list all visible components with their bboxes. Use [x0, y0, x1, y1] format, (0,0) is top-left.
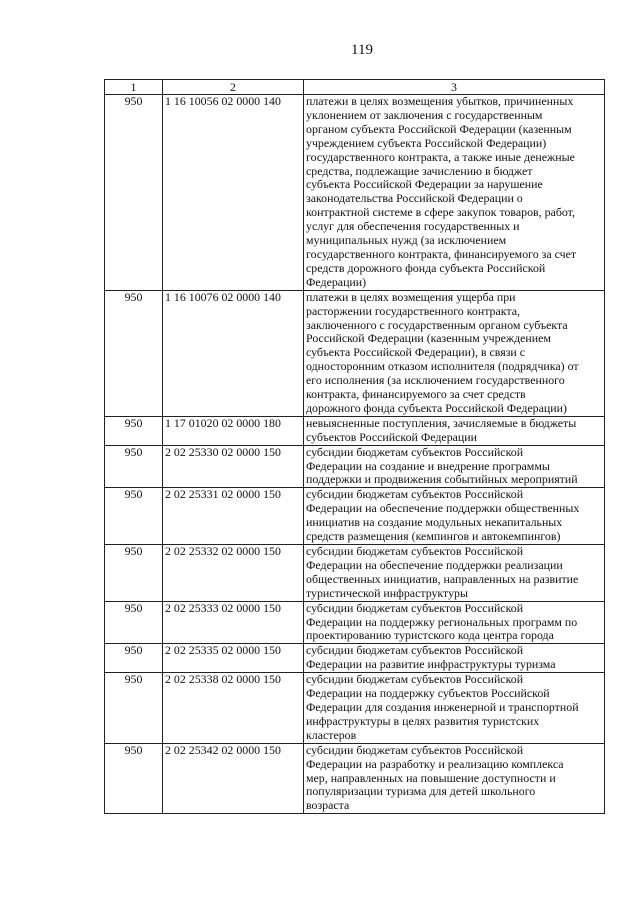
revenue-description	[304, 743, 605, 814]
revenue-description	[304, 416, 605, 445]
description-line: субсидии бюджетам субъектов Российской	[306, 487, 524, 502]
revenue-description	[304, 290, 605, 416]
description-line: Федерации на разработку и реализацию комплекса	[306, 756, 564, 771]
description-line: средств дорожного фонда субъекта Российской	[306, 260, 546, 275]
description-line: заключенного с государственным органом субъекта	[306, 317, 568, 332]
description-line: муниципальных нужд (за исключением	[306, 233, 507, 248]
table-row	[105, 743, 605, 814]
description-line: популяризации туризма для детей школьного	[306, 784, 536, 799]
budget-classification-code: 1 16 10056 02 0000 140	[163, 95, 304, 291]
description-line: платежи в целях возмещения убытков, причиненных	[306, 94, 574, 108]
description-line: туристической инфраструктуры	[306, 585, 468, 600]
budget-classification-code: 2 02 25330 02 0000 150	[163, 445, 304, 488]
description-line: органом субъекта Российской Федерации (казенным	[306, 121, 572, 136]
table-row	[105, 601, 605, 644]
revenue-description	[304, 673, 605, 744]
budget-classification-code: 2 02 25335 02 0000 150	[163, 644, 304, 673]
description-line: возраста	[306, 798, 350, 813]
description-line: субсидии бюджетам субъектов Российской	[306, 643, 524, 658]
description-line: контрактной системе в сфере закупок товаров, работ,	[306, 205, 575, 220]
description-line: расторжении государственного контракта,	[306, 303, 520, 318]
description-line: проектированию туристского кода центра города	[306, 628, 554, 643]
administrator-code: 950	[105, 601, 163, 644]
administrator-code: 950	[105, 545, 163, 602]
budget-classification-code: 1 16 10076 02 0000 140	[163, 290, 304, 416]
administrator-code: 950	[105, 488, 163, 545]
administrator-code: 950	[105, 445, 163, 488]
table-row	[105, 545, 605, 602]
description-line: поддержки и продвижения событийных мероприятий	[306, 472, 578, 487]
description-line: субъектов Российской Федерации	[306, 429, 478, 444]
description-line: односторонним отказом исполнителя (подрядчика) от	[306, 359, 579, 374]
revenue-description	[304, 601, 605, 644]
description-line: услуг для обеспечения государственных и	[306, 219, 520, 234]
description-line: невыясненные поступления, зачисляемые в бюджеты	[306, 415, 577, 430]
revenue-description	[304, 445, 605, 488]
description-line: его исполнения (за исключением государственного	[306, 373, 565, 388]
description-line: мер, направленных на повышение доступности и	[306, 770, 556, 785]
description-line: Федерации на развитие инфраструктуры туризма	[306, 657, 556, 672]
description-line: средства, подлежащие зачислению в бюджет	[306, 163, 533, 178]
revenue-description	[304, 488, 605, 545]
administrator-code: 950	[105, 673, 163, 744]
description-line: субсидии бюджетам субъектов Российской	[306, 672, 524, 687]
administrator-code: 950	[105, 416, 163, 445]
column-number-3: 3	[304, 80, 605, 95]
administrator-code: 950	[105, 290, 163, 416]
description-line: законодательства Российской Федерации о	[306, 191, 523, 206]
description-line: учреждением субъекта Российской Федерации)	[306, 135, 547, 150]
administrator-code: 950	[105, 95, 163, 291]
budget-classification-code: 2 02 25332 02 0000 150	[163, 545, 304, 602]
revenue-description	[304, 545, 605, 602]
description-line: Федерации на создание и внедрение программы	[306, 458, 550, 473]
description-line: Федерации на поддержку субъектов Российской	[306, 686, 550, 701]
revenue-description	[304, 644, 605, 673]
description-line: инициатив на создание модульных некапитальных	[306, 515, 563, 530]
description-line: субсидии бюджетам субъектов Российской	[306, 544, 524, 558]
table-row	[105, 445, 605, 488]
description-line: средств размещения (кемпингов и автокемпингов)	[306, 529, 561, 544]
description-line: государственного контракта, а также иные денежные	[306, 149, 575, 164]
description-line: субсидии бюджетам субъектов Российской	[306, 600, 524, 615]
table-row	[105, 95, 605, 291]
description-line: субъекта Российской Федерации за нарушение	[306, 177, 543, 192]
description-line: субъекта Российской Федерации), в связи с	[306, 345, 526, 360]
description-line: кластеров	[306, 727, 357, 742]
table-row	[105, 416, 605, 445]
description-line: государственного контракта, финансируемого за счет	[306, 246, 577, 261]
revenue-description	[304, 95, 605, 291]
administrator-code: 950	[105, 644, 163, 673]
description-line: субсидии бюджетам субъектов Российской	[306, 742, 524, 757]
description-line: Федерации)	[306, 274, 367, 289]
description-line: Федерации для создания инженерной и транспортной	[306, 699, 579, 714]
page-number: 119	[351, 42, 373, 58]
budget-classification-table	[104, 79, 605, 814]
description-line: уклонением от заключения с государственным	[306, 107, 543, 122]
column-number-2: 2	[163, 80, 304, 95]
column-number-1: 1	[105, 80, 163, 95]
description-line: общественных инициатив, направленных на развитие	[306, 571, 579, 586]
table-row	[105, 488, 605, 545]
budget-classification-code: 1 17 01020 02 0000 180	[163, 416, 304, 445]
description-line: Федерации на обеспечение поддержки общественных	[306, 501, 580, 516]
table-row	[105, 644, 605, 673]
budget-classification-code: 2 02 25331 02 0000 150	[163, 488, 304, 545]
table-body	[105, 95, 605, 814]
description-line: субсидии бюджетам субъектов Российской	[306, 444, 524, 459]
description-line: Федерации на обеспечение поддержки реализации	[306, 557, 563, 572]
description-line: платежи в целях возмещения ущерба при	[306, 289, 516, 304]
table-row	[105, 290, 605, 416]
budget-classification-code: 2 02 25333 02 0000 150	[163, 601, 304, 644]
table-row	[105, 673, 605, 744]
table-header-row	[105, 80, 605, 95]
budget-classification-code: 2 02 25338 02 0000 150	[163, 673, 304, 744]
budget-classification-code: 2 02 25342 02 0000 150	[163, 743, 304, 814]
description-line: Российской Федерации (казенным учреждением	[306, 331, 551, 346]
description-line: Федерации на поддержку региональных программ по	[306, 614, 578, 629]
description-line: контракта, финансируемого за счет средств	[306, 387, 526, 402]
description-line: инфраструктуры в целях развития туристских	[306, 713, 540, 728]
administrator-code: 950	[105, 743, 163, 814]
description-line: дорожного фонда субъекта Российской Федерации)	[306, 400, 567, 415]
